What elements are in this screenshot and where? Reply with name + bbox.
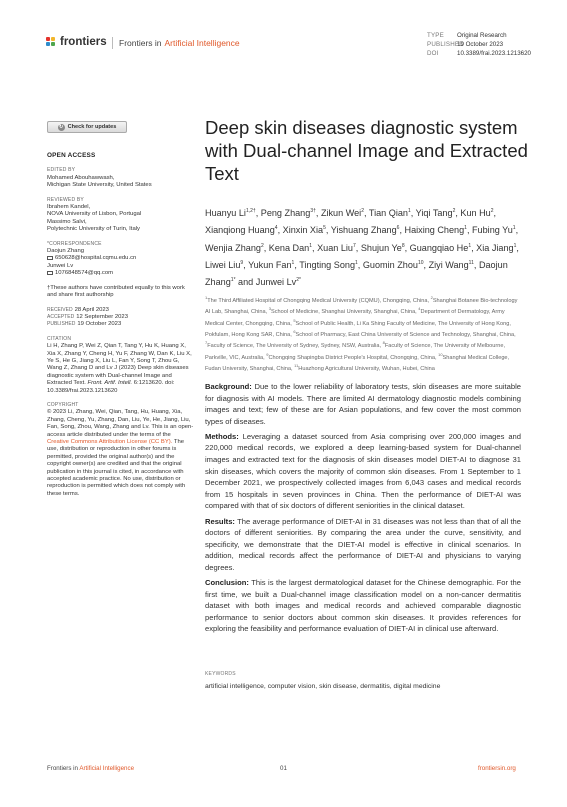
citation-body: Li H, Zhang P, Wei Z, Qian T, Tang Y, Hu K, Huang X, Xia X, Zhang Y, Cheng H, Yu F, Zhang W, Dan K, Liu X, Ye S, He G, Jiang X, Liu L, Fan Y, Song T, Zhou G, Wang Z, Zhang D and Lv J (2023) Deep skin diseases diagnostic system with Dual-channel Image and Extracted Text. — [47, 343, 192, 387]
author-name[interactable]: Daojun Zhang — [205, 260, 508, 288]
author-name[interactable]: Ziyi Wang — [428, 260, 469, 271]
affiliation-marker: 3 — [268, 306, 271, 312]
affiliation-text: Faculty of Science, The University of Melbourne, Parkville, VIC, Australia, — [205, 343, 506, 361]
background-text: Due to the lower reliability of laboratory tests, skin diseases are more suitable for diagnosis with AI models. There are limited AI dermatology diagnostic models combining images and text; few of these are for Asian populations, and few cover the most common types of diseases. — [205, 382, 521, 426]
author-affiliation-marker: 2 — [260, 242, 264, 249]
methods-label: Methods: — [205, 431, 239, 441]
corr-author-name: Daojun Zhang — [47, 248, 85, 255]
affiliation-text: The Third Affiliated Hospital of Chongqing Medical University (CQMU), Chongqing, China, — [207, 297, 431, 304]
author-affiliation-marker: 1 — [468, 242, 472, 249]
author-affiliation-marker: 6 — [396, 225, 400, 232]
author-affiliation-marker: 1 — [513, 242, 517, 249]
author-name[interactable]: Junwei Lv — [255, 277, 297, 288]
affiliation-text: Huazhong Agricultural University, Wuhan, Hubei, China — [298, 366, 435, 373]
author-affiliation-marker: 1* — [230, 277, 236, 284]
keywords: artificial intelligence, computer vision, skin disease, dermatitis, digital medicine — [205, 683, 441, 690]
citation-label: CITATION — [47, 335, 72, 342]
abstract-background — [205, 381, 521, 427]
refresh-icon: ↻ — [58, 123, 64, 130]
author-affiliation-marker: 2 — [452, 208, 456, 214]
author-name[interactable]: Yiqi Tang — [415, 208, 453, 219]
keywords-label: KEYWORDS — [205, 671, 236, 677]
author-name[interactable]: Yishuang Zhang — [330, 225, 397, 236]
author-affiliation-marker: 7 — [353, 242, 356, 249]
doi-label: DOI — [427, 50, 439, 57]
author-name[interactable]: Shujun Ye — [360, 242, 402, 253]
copyright-label: COPYRIGHT — [47, 401, 79, 408]
correspondence-block — [47, 241, 194, 278]
citation-journal: Front. Artif. Intell. — [87, 380, 133, 387]
author-affiliation-marker: 1 — [512, 225, 516, 232]
editor-affiliation: Michigan State University, United States — [47, 182, 152, 189]
results-label: Results: — [205, 516, 235, 526]
copyright-terms: The use, distribution or reproduction in other forums is permitted, provided the original author(s) and the copyright owner(s) are credited and that the original publication in this journal is cited, in accordance with accepted academic practice. No use, distribution or reproduction is permitted which does not comply with these terms. — [47, 439, 186, 497]
author-affiliation-marker: 1 — [464, 225, 467, 232]
author-affiliation-marker: 2 — [490, 208, 494, 214]
affiliation-text: School of Public Health, Li Ka Shing Faculty of Medicine, The University of Hong Kong, Pokfulam, Hong Kong SAR, China, — [205, 320, 511, 338]
editor-name: Mohamed Abouhawwash, — [47, 174, 115, 181]
abstract — [205, 381, 521, 638]
affiliation-marker: 5 — [293, 317, 296, 323]
corr-email-link[interactable]: 650628@hospital.cqmu.edu.cn — [55, 255, 137, 262]
reviewed-by-block — [47, 197, 194, 234]
published-value: 19 October 2023 — [457, 41, 504, 48]
author-name[interactable]: Xia Jiang — [476, 242, 514, 253]
affiliation-marker: 8 — [382, 340, 385, 346]
author-affiliation-marker: 1 — [309, 242, 313, 249]
author-name[interactable]: Wenjia Zhang — [205, 242, 261, 253]
author-name[interactable]: Xinxin Xia — [282, 225, 324, 236]
author-affiliation-marker: 1 — [355, 259, 358, 266]
author-name[interactable]: Fubing Yu — [472, 225, 513, 236]
author-affiliation-marker: 3† — [310, 208, 316, 214]
author-affiliation-marker: 1 — [291, 259, 295, 266]
citation-block — [47, 336, 194, 395]
type-value: Original Research — [457, 32, 507, 39]
open-access-label: OPEN ACCESS — [47, 152, 96, 159]
author-name[interactable]: Peng Zhang — [260, 208, 311, 219]
affiliation-marker: 4 — [418, 306, 421, 312]
correspondence-label: *CORRESPONDENCE — [47, 240, 102, 247]
author-name[interactable]: Guangqiao He — [409, 242, 469, 253]
author-affiliation-marker: 10 — [417, 259, 424, 266]
affiliation-marker: 1 — [205, 295, 208, 300]
page-number: 01 — [280, 765, 287, 772]
corr-author-name: Junwei Lv — [47, 262, 74, 269]
author-name[interactable]: Liwei Liu — [205, 260, 241, 271]
results-text: The average performance of DIET-AI in 31 diseases was not less than that of all the doctors of different seniorities. By comparing the area under the curve, sensitivity, and specificity, we demonstrate that the DIET-AI model is effective in clinical scenarios. In addition, medical records affect the performance of DIET-AI and physicians to varying degrees. — [205, 516, 521, 572]
affiliation-marker: 9 — [266, 351, 269, 357]
article-title: Deep skin diseases diagnostic system with Dual-channel Image and Extracted Text — [205, 117, 528, 184]
received-label: RECEIVED — [47, 306, 73, 313]
author-affiliation-marker: 2* — [296, 277, 301, 284]
frontiers-logo[interactable] — [46, 36, 107, 48]
methods-text: Leveraging a dataset sourced from Asia comprising over 200,000 images and 220,000 medical records, we explored a deep learning-based system for Dual-channel images and extracted text for the diagnosis of skin diseases model DIET-AI to diagnose 31 skin diseases, which covers the majority of common skin diseases. From 1 September to 1 December 2021, we prospectively collected images from 6,043 cases and medical records from 15 hospitals in seven provinces in China. Then the performance of DIET-AI was compared with that of six doctors of different seniorities in the clinical dataset. — [205, 431, 521, 511]
footer-journal-prefix: Frontiers in — [47, 765, 78, 772]
author-name[interactable]: Yukun Fan — [248, 260, 292, 271]
copyright-text — [47, 409, 194, 498]
accepted-label: ACCEPTED — [47, 313, 75, 320]
author-name[interactable]: Tingting Song — [299, 260, 355, 271]
header-divider — [112, 37, 113, 49]
conclusion-text: This is the largest dermatological dataset for the Chinese demographic. For the first time, we built a Dual-channel image classification model on a non-cancer dermatitis dataset with both images and medical records and achieved comparable diagnostic performance to senior doctors about common skin diseases. It provides references for exploring the feasibility and performance evaluation of DIET-AI in clinical use afterward. — [205, 578, 521, 634]
citation-volume: 6:1213620. — [133, 380, 164, 387]
corr-email-link[interactable]: 1076848574@qq.com — [55, 270, 114, 277]
affiliation-text: Shanghai Botanee Bio-technology AI Lab, Shanghai, China, — [205, 297, 518, 316]
affiliations — [205, 294, 523, 374]
check-updates-label: Check for updates — [67, 124, 117, 130]
author-name[interactable]: Xianqiong Huang — [205, 225, 275, 236]
abstract-methods — [205, 431, 521, 512]
corr-email-row — [47, 255, 194, 262]
author-affiliation-marker: 2 — [361, 208, 364, 214]
article-sidebar — [47, 152, 194, 505]
envelope-icon — [47, 256, 53, 260]
citation-text — [47, 343, 194, 395]
affiliation-marker: 2 — [430, 295, 433, 300]
affiliation-marker: 11 — [294, 363, 299, 369]
reviewer-name: Massimo Salvi, — [47, 218, 87, 225]
affiliation-marker: 7 — [205, 340, 208, 346]
abstract-conclusion — [205, 577, 521, 635]
site-link[interactable]: frontiersin.org — [478, 765, 516, 772]
footer-journal-name[interactable]: Artificial Intelligence — [79, 765, 135, 772]
accepted-value: 12 September 2023 — [76, 313, 128, 320]
cc-by-license-link[interactable]: Creative Commons Attribution License (CC BY). — [47, 439, 173, 445]
journal-prefix: Frontiers in — [119, 38, 162, 48]
affiliation-text: Chongqing Shapingba District People's Hospital, Chongqing, China, — [268, 354, 439, 361]
corr-email-row — [47, 270, 194, 277]
frontiers-logo-icon — [46, 37, 56, 47]
affiliation-text: School of Medicine, Shanghai University, Shanghai, China, — [271, 309, 419, 316]
journal-name[interactable]: Artificial Intelligence — [164, 38, 240, 48]
edited-by-block — [47, 167, 194, 189]
reviewer-affiliation: Polytechnic University of Turin, Italy — [47, 226, 140, 233]
article-meta — [427, 31, 531, 58]
author-affiliation-marker: 11 — [468, 259, 474, 266]
reviewer-name: Ibrahem Kandel, — [47, 204, 91, 211]
type-label: TYPE — [427, 32, 444, 39]
envelope-icon — [47, 271, 53, 275]
check-for-updates-button[interactable] — [47, 121, 127, 133]
footer-journal — [47, 765, 134, 772]
affiliation-marker: 6 — [293, 329, 296, 335]
author-affiliation-marker: 9 — [240, 259, 244, 266]
journal-header — [112, 37, 240, 49]
affiliation-text: Department of Dermatology, Army Medical Center, Chongqing, China, — [205, 309, 505, 327]
equal-contribution-note: †These authors have contributed equally to this work and share first authorship — [47, 284, 185, 299]
author-affiliation-marker: 4 — [274, 225, 278, 232]
background-label: Background: — [205, 382, 252, 391]
published-label: PUBLISHED — [427, 41, 464, 48]
conclusion-label: Conclusion: — [205, 578, 249, 587]
published-value: 19 October 2023 — [77, 321, 122, 328]
brand-name: frontiers — [60, 36, 107, 48]
author-name[interactable]: Kena Dan — [268, 242, 310, 253]
author-name[interactable]: Xuan Liu — [317, 242, 353, 253]
affiliation-text: Shanghai Medical College, Fudan University, Shanghai, China, — [205, 354, 510, 373]
author-affiliation-marker: 1,2† — [245, 208, 256, 214]
edited-by-label: EDITED BY — [47, 167, 76, 174]
author-name[interactable]: Huanyu Li — [205, 208, 246, 219]
author-affiliation-marker: 8 — [401, 242, 405, 249]
reviewer-affiliation: NOVA University of Lisbon, Portugal — [47, 211, 142, 218]
citation-doi[interactable]: doi: 10.3389/frai.2023.1213620 — [47, 380, 175, 394]
author-name[interactable]: Kun Hu — [460, 208, 491, 219]
copyright-block — [47, 402, 194, 498]
reviewed-by-label: REVIEWED BY — [47, 196, 84, 203]
copyright-body: © 2023 Li, Zhang, Wei, Qian, Tang, Hu, Huang, Xia, Zhang, Cheng, Yu, Zhang, Dan, Liu, Ye, He, Jiang, Liu, Fan, Song, Zhou, Wang, Zhang and Lv. This is an open-access article distributed under the terms of the — [47, 409, 194, 438]
affiliation-text: School of Pharmacy, East China University of Science and Technology, Shanghai, China, — [295, 331, 516, 338]
published-label: PUBLISHED — [47, 321, 76, 328]
author-list: Huanyu $Li^{1,2\dagger}$, Peng Zhang$^{3\dagger}$, Zikun Wei$^2$, Tian Qian$^1$, Yiqi Tang$^2$, Kun Hu$^2$, Xianqiong Huang$^4$, Xinxin Xia$^5$, Yishuang Zhang$^6$, Haixing Cheng$^1$, Fubing Yu$^1$, Wenjia Zhang$^2$, Kena Dan$^1$, Xuan Liu$^7$, Shujun Ye$^8$, Guangqiao He$^1$, Xia Jiang$^1$, Liwei Liu$^9$, Yukun Fan$^1$, Tingting Song$^1$, Guomin Zhou$^{10}$, Ziyi Wang$^{11}$, Daojun Zhang$^{1*}$ and Junwei $Lv^{2*}$ — [205, 208, 519, 288]
doi-value[interactable]: 10.3389/frai.2023.1213620 — [457, 50, 531, 57]
author-affiliation-marker: 1 — [407, 208, 411, 214]
author-name[interactable]: Guomin Zhou — [362, 260, 418, 271]
affiliation-text: Faculty of Science, The University of Sydney, Sydney, NSW, Australia, — [207, 343, 383, 350]
affiliation-marker: 10 — [438, 351, 443, 357]
dates-block — [47, 307, 194, 329]
author-affiliation-marker: 5 — [323, 225, 326, 232]
received-value: 28 April 2023 — [74, 306, 109, 313]
author-name[interactable]: Tian Qian — [368, 208, 408, 219]
author-name[interactable]: Haixing Cheng — [404, 225, 465, 236]
abstract-results — [205, 516, 521, 574]
author-name[interactable]: Zikun Wei — [320, 208, 362, 219]
